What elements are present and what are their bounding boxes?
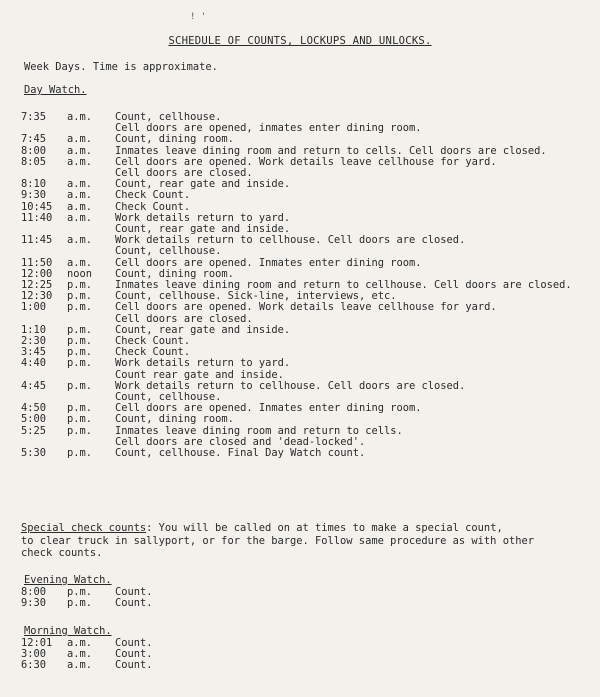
schedule-time: 3:00 — [21, 648, 47, 661]
schedule-time: 4:45 — [21, 379, 47, 392]
schedule-row — [21, 325, 596, 336]
schedule-row — [21, 235, 596, 246]
schedule-description: Inmates leave dining room and return to cells. — [115, 424, 403, 437]
schedule-description: Count, dining room. — [115, 267, 234, 280]
schedule-ampm: p.m. — [67, 335, 93, 348]
schedule-description: Count, rear gate and inside. — [115, 178, 291, 191]
schedule-description: Inmates leave dining room and return to cellhouse. Cell doors are closed. — [115, 279, 572, 292]
schedule-ampm: a.m. — [67, 178, 93, 191]
schedule-description: Work details return to cellhouse. Cell doors are closed. — [115, 379, 466, 392]
schedule-description: Count. — [115, 659, 153, 672]
schedule-description: Cell doors are closed. — [115, 312, 253, 325]
schedule-row — [21, 336, 596, 347]
schedule-ampm: p.m. — [67, 346, 93, 359]
schedule-time: 7:45 — [21, 133, 47, 146]
schedule-description: Check Count. — [115, 335, 191, 348]
schedule-ampm: p.m. — [67, 301, 93, 314]
schedule-row — [21, 660, 596, 671]
schedule-ampm: a.m. — [67, 211, 93, 224]
schedule-row — [21, 134, 596, 145]
note-text: Week Days. Time is approximate. — [24, 61, 218, 73]
schedule-ampm: a.m. — [67, 256, 93, 269]
schedule-time: 11:40 — [21, 211, 53, 224]
schedule-row — [21, 246, 596, 257]
schedule-ampm: p.m. — [67, 402, 93, 415]
schedule-row — [21, 168, 596, 179]
schedule-time: 6:30 — [21, 659, 47, 672]
document-title: SCHEDULE OF COUNTS, LOCKUPS AND UNLOCKS. — [168, 35, 432, 47]
schedule-ampm: p.m. — [67, 424, 93, 437]
special-label: Special check counts — [21, 522, 147, 534]
schedule-row — [21, 649, 596, 660]
schedule-description: Check Count. — [115, 346, 191, 359]
schedule-time: 5:30 — [21, 447, 47, 460]
evening-watch-heading: Evening Watch. — [24, 574, 112, 586]
schedule-time: 4:50 — [21, 402, 47, 415]
schedule-ampm: p.m. — [67, 323, 93, 336]
schedule-time: 9:30 — [21, 597, 47, 610]
schedule-description: Count rear gate and inside. — [115, 368, 284, 381]
schedule-time: 7:35 — [21, 111, 47, 123]
schedule-row — [21, 587, 596, 598]
schedule-row — [21, 403, 596, 414]
schedule-time: 11:50 — [21, 256, 53, 269]
schedule-description: Check Count. — [115, 189, 191, 202]
schedule-time: 4:40 — [21, 357, 47, 370]
schedule-ampm: a.m. — [67, 155, 93, 168]
schedule-ampm: a.m. — [67, 200, 93, 213]
schedule-description: Cell doors are opened. Work details leave cellhouse for yard. — [115, 301, 497, 314]
special-check-paragraph — [21, 522, 591, 560]
schedule-time: 8:00 — [21, 144, 47, 157]
schedule-ampm: a.m. — [67, 189, 93, 202]
schedule-description: Count. — [115, 648, 153, 661]
schedule-ampm: a.m. — [67, 234, 93, 247]
schedule-description: Cell doors are opened. Inmates enter dining room. — [115, 402, 422, 415]
schedule-ampm: a.m. — [67, 659, 93, 672]
schedule-time: 8:10 — [21, 178, 47, 191]
schedule-description: Count, cellhouse. Final Day Watch count. — [115, 447, 366, 460]
schedule-description: Cell doors are closed. — [115, 167, 253, 180]
schedule-time: 10:45 — [21, 200, 53, 213]
schedule-ampm: p.m. — [67, 379, 93, 392]
schedule-description: Count, cellhouse. — [115, 111, 222, 123]
schedule-row — [21, 123, 596, 134]
schedule-row — [21, 190, 596, 201]
schedule-time: 1:00 — [21, 301, 47, 314]
schedule-ampm: p.m. — [67, 586, 93, 598]
schedule-time — [21, 246, 67, 257]
schedule-row — [21, 302, 596, 313]
schedule-time: 12:25 — [21, 279, 53, 292]
schedule-description: Inmates leave dining room and return to cells. Cell doors are closed. — [115, 144, 547, 157]
schedule-description: Count. — [115, 637, 153, 649]
schedule-time: 8:00 — [21, 586, 47, 598]
morning-watch-schedule — [21, 638, 596, 672]
evening-watch-schedule — [21, 587, 596, 609]
schedule-row — [21, 358, 596, 369]
schedule-time: 12:30 — [21, 290, 53, 303]
schedule-description: Check Count. — [115, 200, 191, 213]
schedule-row — [21, 314, 596, 325]
schedule-row — [21, 448, 596, 459]
schedule-ampm: p.m. — [67, 290, 93, 303]
schedule-description: Count, rear gate and inside. — [115, 223, 291, 236]
schedule-row — [21, 202, 596, 213]
schedule-description: Cell doors are opened, inmates enter dining room. — [115, 122, 422, 135]
schedule-description: Cell doors are opened. Inmates enter dining room. — [115, 256, 422, 269]
schedule-row — [21, 213, 596, 224]
top-mark: ! ' — [190, 12, 207, 22]
schedule-description: Count, cellhouse. — [115, 245, 222, 258]
schedule-time: 3:45 — [21, 346, 47, 359]
schedule-time: 8:05 — [21, 155, 47, 168]
special-line-1: : You will be called on at times to make a special count, — [146, 522, 503, 534]
schedule-description: Work details return to cellhouse. Cell doors are closed. — [115, 234, 466, 247]
schedule-ampm: a.m. — [67, 144, 93, 157]
schedule-ampm: a.m. — [67, 111, 93, 123]
schedule-ampm: p.m. — [67, 413, 93, 426]
special-line-2: to clear truck in sallyport, or for the barge. Follow same procedure as with other — [21, 534, 534, 547]
schedule-row — [21, 414, 596, 425]
schedule-ampm: p.m. — [67, 279, 93, 292]
schedule-description: Count. — [115, 597, 153, 610]
schedule-time: 12:00 — [21, 267, 53, 280]
schedule-ampm: a.m. — [67, 648, 93, 661]
day-watch-heading: Day Watch. — [24, 84, 87, 96]
schedule-ampm: p.m. — [67, 447, 93, 460]
schedule-time: 11:45 — [21, 234, 53, 247]
schedule-ampm — [67, 246, 115, 257]
schedule-description: Cell doors are closed and 'dead-locked'. — [115, 435, 366, 448]
schedule-ampm: a.m. — [67, 133, 93, 146]
schedule-time: 9:30 — [21, 189, 47, 202]
schedule-description: Count, rear gate and inside. — [115, 323, 291, 336]
schedule-time: 12:01 — [21, 637, 53, 649]
schedule-row — [21, 381, 596, 392]
schedule-note — [16, 61, 218, 73]
morning-watch-heading: Morning Watch. — [24, 625, 112, 637]
schedule-row — [21, 157, 596, 168]
schedule-description: Count, dining room. — [115, 133, 234, 146]
schedule-description: Count, cellhouse. Sick-line, interviews, etc. — [115, 290, 397, 303]
schedule-ampm: p.m. — [67, 597, 93, 610]
special-line-3: check counts. — [21, 547, 103, 560]
schedule-description: Work details return to yard. — [115, 211, 291, 224]
schedule-time: 5:25 — [21, 424, 47, 437]
schedule-row — [21, 638, 596, 649]
schedule-ampm: p.m. — [67, 357, 93, 370]
schedule-description: Cell doors are opened. Work details leave cellhouse for yard. — [115, 155, 497, 168]
schedule-description: Count. — [115, 586, 153, 598]
day-watch-schedule — [21, 112, 596, 459]
schedule-row — [21, 179, 596, 190]
schedule-row — [21, 598, 596, 609]
schedule-row — [21, 258, 596, 269]
schedule-row — [21, 347, 596, 358]
schedule-description: Count, cellhouse. — [115, 391, 222, 404]
schedule-ampm: noon — [67, 267, 93, 280]
schedule-time: 1:10 — [21, 323, 47, 336]
schedule-description: Count, dining room. — [115, 413, 234, 426]
schedule-ampm: a.m. — [67, 637, 93, 649]
schedule-time: 5:00 — [21, 413, 47, 426]
schedule-description: Work details return to yard. — [115, 357, 291, 370]
schedule-time: 2:30 — [21, 335, 47, 348]
